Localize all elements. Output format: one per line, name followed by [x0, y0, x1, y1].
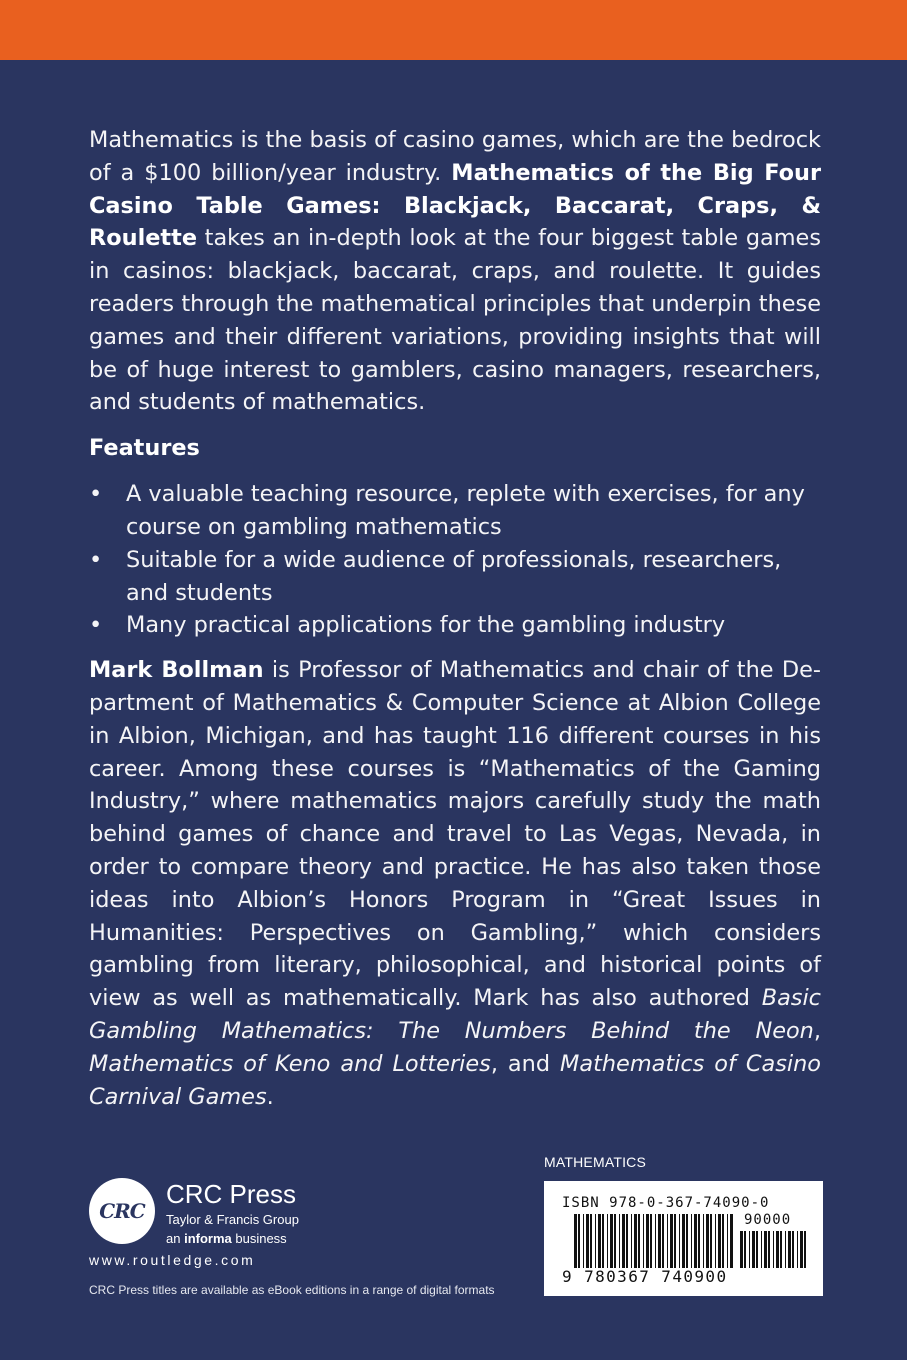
bio-end: .: [266, 1083, 274, 1110]
crc-logo-icon: [89, 1178, 155, 1244]
publisher-name: CRC Press: [166, 1179, 297, 1209]
feature-text: Many practical applications for the gambling industry: [126, 612, 726, 639]
bullet-icon: •: [89, 546, 103, 573]
features-list: [89, 478, 821, 642]
book-title-3: Mathematics of Casino Carnival Games: [89, 1050, 821, 1110]
business-prefix: an: [166, 1231, 185, 1246]
feature-item: [89, 544, 821, 610]
bio-text: is Professor of Mathematics and chair of the Department of Mathematics & Computer Science at Albion College in Albion, Michigan, and has taught 116 different courses in his career. Among these courses is “Mathematics of the Gaming Industry,” where mathematics majors carefully study the math behind games of chance and travel to Las Vegas, Nevada, in order to compare theory and practice. He has also taken those ideas into Albion’s Honors Program in “Great Issues in Humanities: Perspectives on Gambling,” which considers gambling from literary, philosophical, and historical points of view as well as mathematically. Mark has also authored: [89, 657, 821, 1012]
author-name: Mark Bollman: [89, 657, 264, 684]
separator: , and: [490, 1050, 561, 1077]
publisher-group: Taylor & Francis Group: [166, 1212, 299, 1227]
isbn-barcode: [544, 1181, 823, 1296]
author-bio: [89, 654, 821, 1113]
feature-item: [89, 609, 821, 642]
addon-bars-icon: [740, 1231, 808, 1268]
book-title-1: Basic Gambling Mathematics: The Numbers Behind the Neon: [89, 985, 821, 1044]
bullet-icon: •: [89, 612, 103, 639]
publisher-business: [166, 1230, 287, 1247]
description-paragraph: [89, 124, 821, 419]
isbn-text: ISBN 978-0-367-74090-0: [562, 1195, 770, 1211]
feature-text: A valuable teaching resource, replete with exercises, for any course on gambling mathematics: [126, 481, 805, 540]
subject-label: MATHEMATICS: [544, 1154, 647, 1170]
addon-code: 90000: [744, 1212, 792, 1228]
barcode-bars-icon: [574, 1214, 734, 1268]
book-title-2: Mathematics of Keno and Lotteries: [89, 1050, 491, 1077]
bullet-icon: •: [89, 481, 103, 508]
book-title: Mathematics of the Big Four Casino Table Games: Blackjack, Baccarat, Craps, & Roulette: [89, 159, 821, 252]
intro-start: Mathematics is the basis of casino games, which are the bedrock of a $100 billion/year industry.: [89, 127, 821, 186]
logo-text: CRC: [99, 1199, 145, 1223]
feature-text: Suitable for a wide audience of professionals, researchers, and students: [126, 546, 782, 606]
back-cover-text: [89, 124, 821, 1113]
intro-end: takes an in-depth look at the four biggest table games in casinos: blackjack, baccarat, craps, and roulette. It guides readers through the mathematical principles that underpin these games and their different variations, providing insights that will be of huge interest to gamblers, casino managers, researchers, and students of mathematics.: [89, 225, 821, 416]
separator: ,: [813, 1017, 821, 1044]
business-brand: informa: [184, 1231, 232, 1246]
publisher-url: www.routledge.com: [89, 1252, 256, 1268]
barcode-digits: 9 780367 740900: [562, 1267, 728, 1286]
top-accent-band: [0, 0, 907, 60]
business-suffix: business: [231, 1231, 287, 1246]
feature-item: [89, 478, 821, 544]
features-heading: Features: [89, 435, 200, 462]
ebook-note: CRC Press titles are available as eBook editions in a range of digital formats: [89, 1283, 495, 1297]
